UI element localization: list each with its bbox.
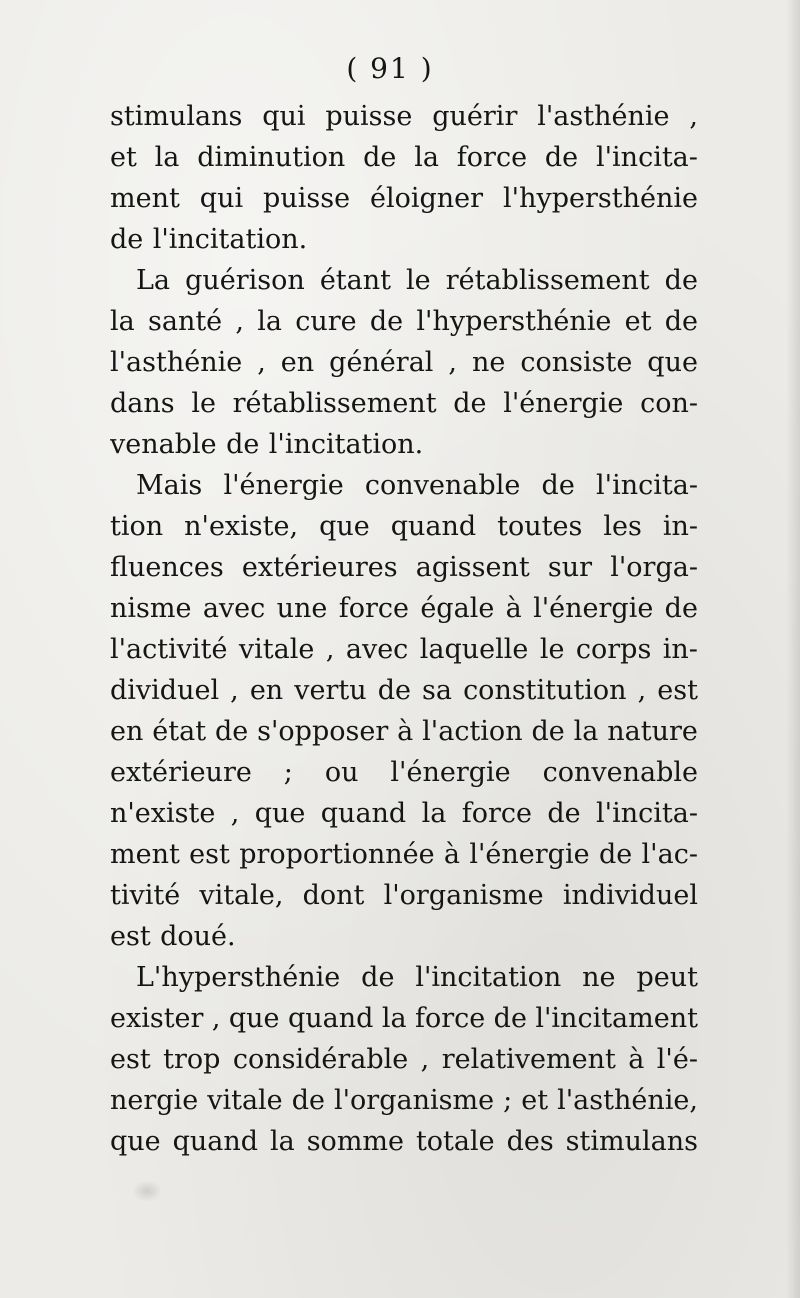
word: de	[453, 388, 487, 419]
word: nergie	[110, 1085, 199, 1116]
word: corps	[575, 634, 652, 665]
word: ,	[448, 347, 458, 378]
word: l'énergie	[469, 839, 590, 870]
word: proportionnée	[239, 839, 435, 870]
word: l'énergie	[390, 757, 511, 788]
word: l'orga-	[610, 552, 698, 583]
word: dividuel	[110, 675, 220, 706]
word: l'action	[422, 716, 523, 747]
word: l'hypersthénie	[416, 306, 612, 337]
text-line	[110, 670, 698, 711]
word: de	[291, 1085, 325, 1116]
text-line	[110, 957, 698, 998]
word: de	[377, 675, 411, 706]
word: la	[257, 306, 282, 337]
page-number: ( 91 )	[346, 52, 434, 85]
text-line	[110, 301, 698, 342]
word: est	[189, 839, 230, 870]
word: de	[547, 798, 581, 829]
word: ,	[211, 1003, 221, 1034]
word: laquelle	[419, 634, 529, 665]
text-line	[110, 260, 698, 301]
word: ment	[110, 183, 180, 214]
word: nature	[607, 716, 698, 747]
word: est	[657, 675, 698, 706]
word: est	[110, 921, 151, 952]
word: l'incitament	[535, 1003, 698, 1034]
word: guérir	[432, 101, 518, 132]
text-line	[110, 219, 698, 260]
word: le	[191, 388, 216, 419]
word: l'ac-	[641, 839, 698, 870]
text-line	[110, 1080, 698, 1121]
word: force	[461, 798, 532, 829]
word: dans	[110, 388, 175, 419]
word: les	[603, 511, 642, 542]
word: force	[456, 142, 528, 173]
word: convenable	[364, 470, 521, 501]
word: que	[110, 1126, 161, 1157]
word: vitale	[207, 1085, 283, 1116]
word: ment	[110, 839, 180, 870]
word: peut	[636, 962, 698, 993]
word: en	[110, 716, 144, 747]
word: l'asthénie	[537, 101, 670, 132]
word: l'incitation.	[152, 224, 308, 255]
word: à	[397, 716, 414, 747]
word: qui	[262, 101, 306, 132]
word: l'activité	[110, 634, 228, 665]
word: de	[363, 142, 397, 173]
text-line	[110, 711, 698, 752]
word: considérable	[232, 1044, 409, 1075]
text-line	[110, 875, 698, 916]
word: ne	[472, 347, 506, 378]
word: quand	[172, 1126, 259, 1157]
word: l'énergie	[503, 388, 624, 419]
text-line	[110, 752, 698, 793]
word: l'organisme	[383, 880, 544, 911]
word: une	[276, 593, 328, 624]
word: et	[110, 142, 137, 173]
text-line	[110, 793, 698, 834]
word: convenable	[542, 757, 698, 788]
word: étant	[319, 265, 391, 296]
word: le	[539, 634, 565, 665]
word: ;	[503, 1085, 513, 1116]
word: la	[270, 1126, 295, 1157]
word: vitale,	[199, 880, 284, 911]
text-line	[110, 1121, 698, 1162]
word: individuel	[562, 880, 698, 911]
word: consiste	[520, 347, 633, 378]
word: de	[369, 306, 404, 337]
word: l'incita-	[596, 470, 698, 501]
text-line	[110, 465, 698, 506]
word: l'hypersthénie	[503, 183, 698, 214]
word: stimulans	[565, 1126, 698, 1157]
word: dont	[302, 880, 365, 911]
word: avec	[202, 593, 266, 624]
word: de	[110, 224, 144, 255]
word: l'énergie	[533, 593, 654, 624]
word: force	[338, 593, 409, 624]
text-line	[110, 834, 698, 875]
word: rétablissement	[232, 388, 437, 419]
word: ,	[637, 675, 647, 706]
word: égale	[420, 593, 495, 624]
word: ou	[324, 757, 359, 788]
text-line	[110, 383, 698, 424]
word: ;	[283, 757, 293, 788]
word: ,	[689, 101, 698, 132]
word: trop	[163, 1044, 221, 1075]
word: des	[506, 1126, 554, 1157]
text-line	[110, 1039, 698, 1080]
word: l'incitation	[415, 962, 562, 993]
word: extérieures	[241, 552, 398, 583]
word: ,	[230, 798, 240, 829]
word: de	[598, 839, 633, 870]
word: relativement	[441, 1044, 616, 1075]
word: ne	[582, 962, 616, 993]
text-line	[110, 424, 698, 465]
word: l'incita-	[596, 798, 698, 829]
word: quand	[320, 798, 407, 829]
word: constitution	[463, 675, 627, 706]
word: de	[664, 265, 698, 296]
word: exister	[110, 1003, 204, 1034]
text-line	[110, 588, 698, 629]
word: le	[406, 265, 431, 296]
word: de	[214, 716, 249, 747]
word: quand	[287, 1003, 374, 1034]
text-line	[110, 916, 698, 957]
word: qui	[199, 183, 244, 214]
body-text	[110, 96, 698, 1162]
word: n'existe	[110, 798, 216, 829]
word: l'organisme	[333, 1085, 495, 1116]
word: tion	[110, 511, 164, 542]
word: santé	[147, 306, 223, 337]
text-line	[110, 96, 698, 137]
word: et	[624, 306, 652, 337]
word: général	[329, 347, 434, 378]
word: ,	[230, 675, 239, 706]
word: diminution	[197, 142, 346, 173]
page-edge-shadow	[786, 0, 800, 1298]
word: fluences	[110, 552, 224, 583]
word: n'existe,	[184, 511, 299, 542]
text-line	[110, 137, 698, 178]
word: de	[664, 306, 698, 337]
word: l'asthénie	[110, 347, 243, 378]
word: avec	[345, 634, 409, 665]
word: in-	[662, 634, 698, 665]
text-line	[110, 629, 698, 670]
word: en	[280, 347, 315, 378]
text-line	[110, 178, 698, 219]
word: de	[531, 716, 565, 747]
word: rétablissement	[445, 265, 650, 296]
word: à	[505, 593, 522, 624]
word: ,	[257, 347, 266, 378]
word: la	[110, 306, 135, 337]
word: et	[521, 1085, 549, 1116]
word: l'incitation.	[268, 429, 424, 460]
word: de	[493, 1003, 527, 1034]
word: quand	[390, 511, 477, 542]
word: tivité	[110, 880, 181, 911]
word: vitale	[238, 634, 315, 665]
word: sur	[547, 552, 593, 583]
word: stimulans	[110, 101, 243, 132]
word: puisse	[263, 183, 351, 214]
word: L'hypersthénie	[136, 962, 341, 993]
word: venable	[110, 429, 217, 460]
word: Mais	[136, 470, 203, 501]
word: est	[110, 1044, 151, 1075]
word: vertu	[294, 675, 367, 706]
word: la	[573, 716, 599, 747]
word: que	[254, 798, 306, 829]
word: totale	[415, 1126, 495, 1157]
word: l'incita-	[595, 142, 698, 173]
word: état	[152, 716, 207, 747]
word: de	[664, 593, 698, 624]
text-line	[110, 998, 698, 1039]
word: de	[361, 962, 395, 993]
word: que	[647, 347, 698, 378]
word: in-	[662, 511, 698, 542]
word: en	[249, 675, 284, 706]
word: doué.	[160, 921, 236, 952]
word: à	[628, 1044, 645, 1075]
text-line	[110, 547, 698, 588]
word: ,	[235, 306, 244, 337]
word: ,	[325, 634, 335, 665]
word: de	[541, 470, 575, 501]
word: éloigner	[370, 183, 484, 214]
word: de	[544, 142, 579, 173]
word: que	[319, 511, 370, 542]
word: La	[136, 265, 171, 296]
word: que	[228, 1003, 280, 1034]
word: toutes	[497, 511, 583, 542]
word: somme	[306, 1126, 404, 1157]
ink-smudge	[132, 1180, 162, 1202]
word: l'é-	[656, 1044, 698, 1075]
word: ,	[420, 1044, 430, 1075]
word: la	[381, 1003, 407, 1034]
word: l'asthénie,	[557, 1085, 698, 1116]
word: la	[421, 798, 447, 829]
word: la	[154, 142, 180, 173]
text-line	[110, 342, 698, 383]
word: puisse	[325, 101, 413, 132]
word: s'opposer	[257, 716, 389, 747]
word: nisme	[110, 593, 192, 624]
word: à	[443, 839, 461, 870]
word: guérison	[185, 265, 305, 296]
word: force	[414, 1003, 486, 1034]
word: extérieure	[110, 757, 252, 788]
word: la	[414, 142, 439, 173]
word: agissent	[415, 552, 530, 583]
word: cure	[295, 306, 357, 337]
word: de	[226, 429, 260, 460]
text-line	[110, 506, 698, 547]
word: sa	[422, 675, 452, 706]
word: l'énergie	[223, 470, 344, 501]
word: con-	[640, 388, 698, 419]
